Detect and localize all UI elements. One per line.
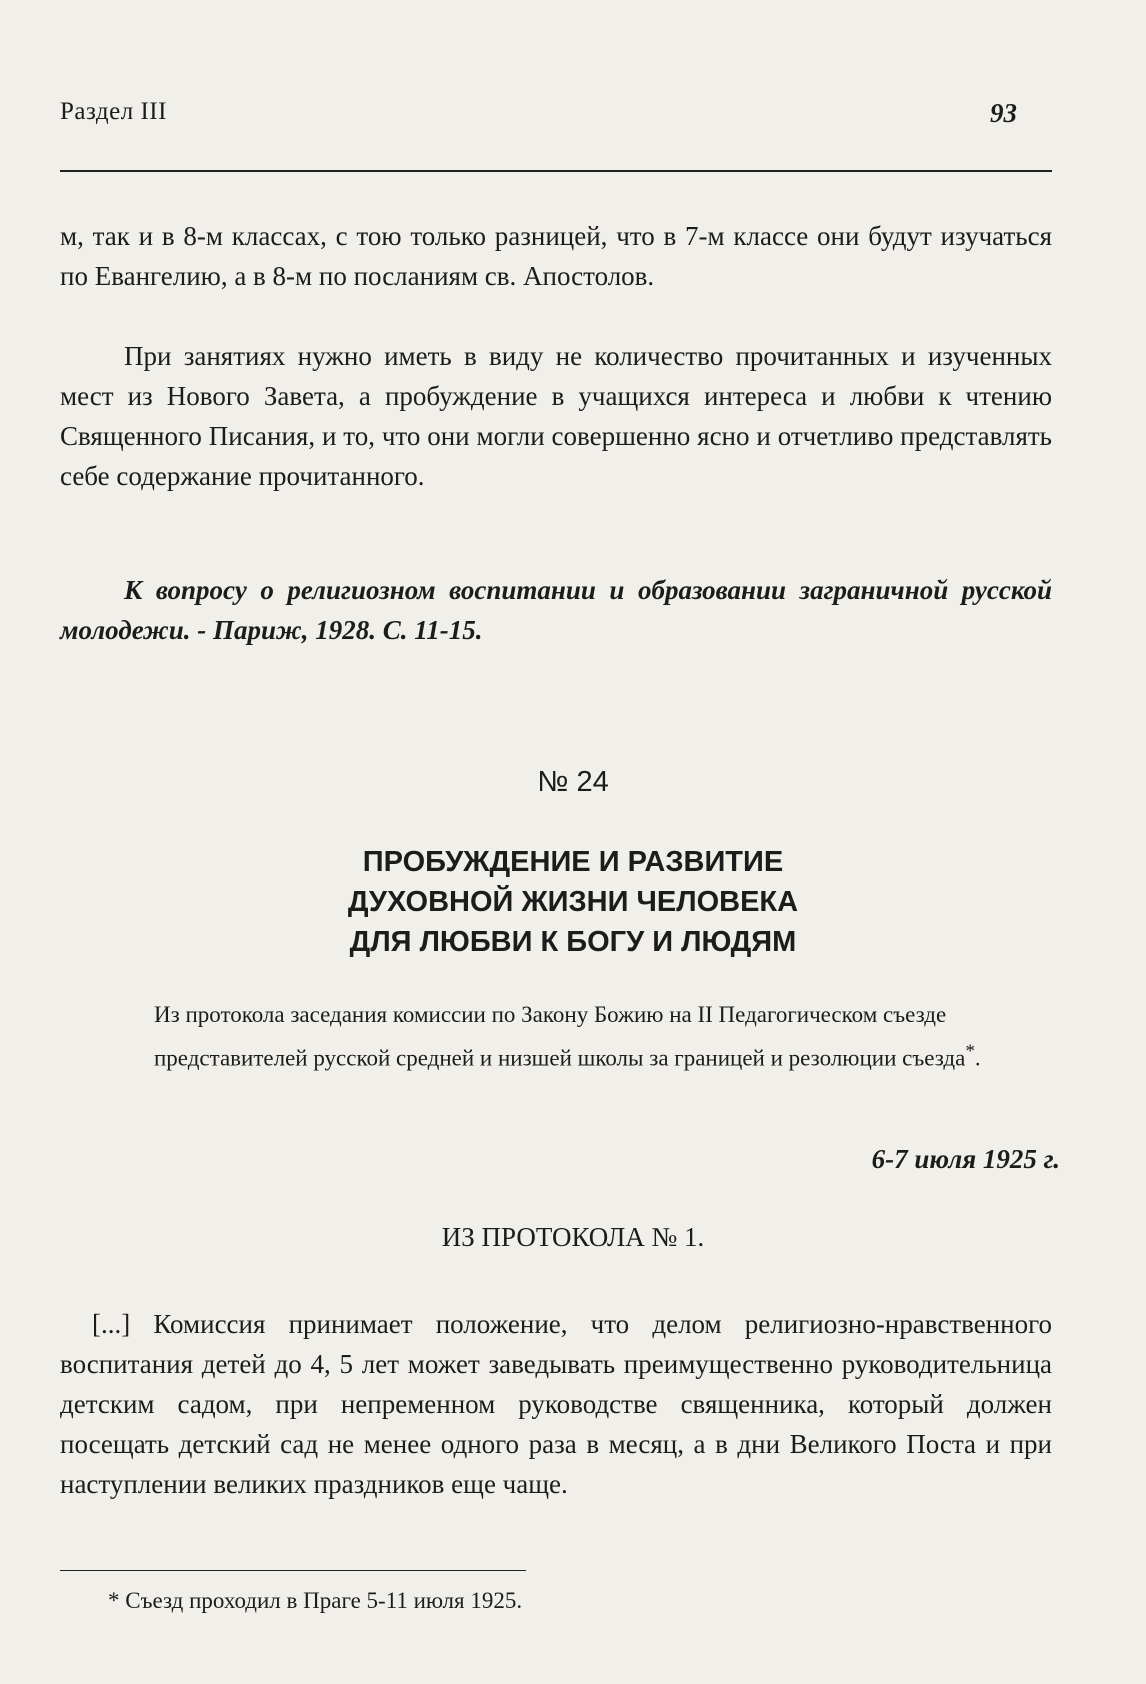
intro-footnote-mark: * [965, 1041, 975, 1062]
paragraph-study-goals: При занятиях нужно иметь в виду не количество прочитанных и изученных мест из Нового Завета, а пробуждение в учащихся интереса и любви к чтению Священного Писания, и то, что они могли совершенно ясно и отчетливо представлять себе содержание прочитанного. [60, 341, 1052, 491]
document-number: № 24 [537, 766, 609, 798]
document-date: 6-7 июля 1925 г. [871, 1144, 1060, 1174]
header-rule [60, 170, 1052, 172]
paragraph-continuation: м, так и в 8-м классах, с тою только разницей, что в 7-м классе они будут изучаться по Евангелию, а в 8-м по посланиям св. Апостолов. [60, 221, 1052, 291]
document-intro: Из протокола заседания комиссии по Закону Божию на II Педагогическом съезде представителей русской средней и низшей школы за границей и резолюции съезда*. [154, 1002, 981, 1071]
title-line-3: ДЛЯ ЛЮБВИ К БОГУ И ЛЮДЯМ [349, 926, 797, 958]
title-line-2: ДУХОВНОЙ ЖИЗНИ ЧЕЛОВЕКА [347, 886, 799, 918]
intro-text: Из протокола заседания комиссии по Закону Божию на II Педагогическом съезде представителей русской средней и низшей школы за границей и резолюции съезда [154, 1002, 966, 1071]
paragraph-commission: [...] Комиссия принимает положение, что делом религиозно-нравственного воспитания детей до 4, 5 лет может заведывать преимущественно руководительница детским садом, при непременном руководстве священника, который должен посещать детский сад не менее одного раза в месяц, а в дни Великого Поста и при наступлении великих праздников еще чаще. [60, 1309, 1052, 1499]
page-number: 93 [990, 98, 1017, 128]
footnote: * Съезд проходил в Праге 5-11 июля 1925. [108, 1588, 523, 1613]
protocol-heading: ИЗ ПРОТОКОЛА № 1. [441, 1222, 705, 1252]
source-citation: К вопросу о религиозном воспитании и образовании заграничной русской молодежи. - Париж, 1928. С. 11-15. [60, 575, 1052, 645]
document-title [0, 842, 1146, 962]
title-line-1: ПРОБУЖДЕНИЕ И РАЗВИТИЕ [362, 846, 784, 878]
running-head: Раздел III [60, 98, 167, 125]
footnote-rule [60, 1570, 526, 1571]
